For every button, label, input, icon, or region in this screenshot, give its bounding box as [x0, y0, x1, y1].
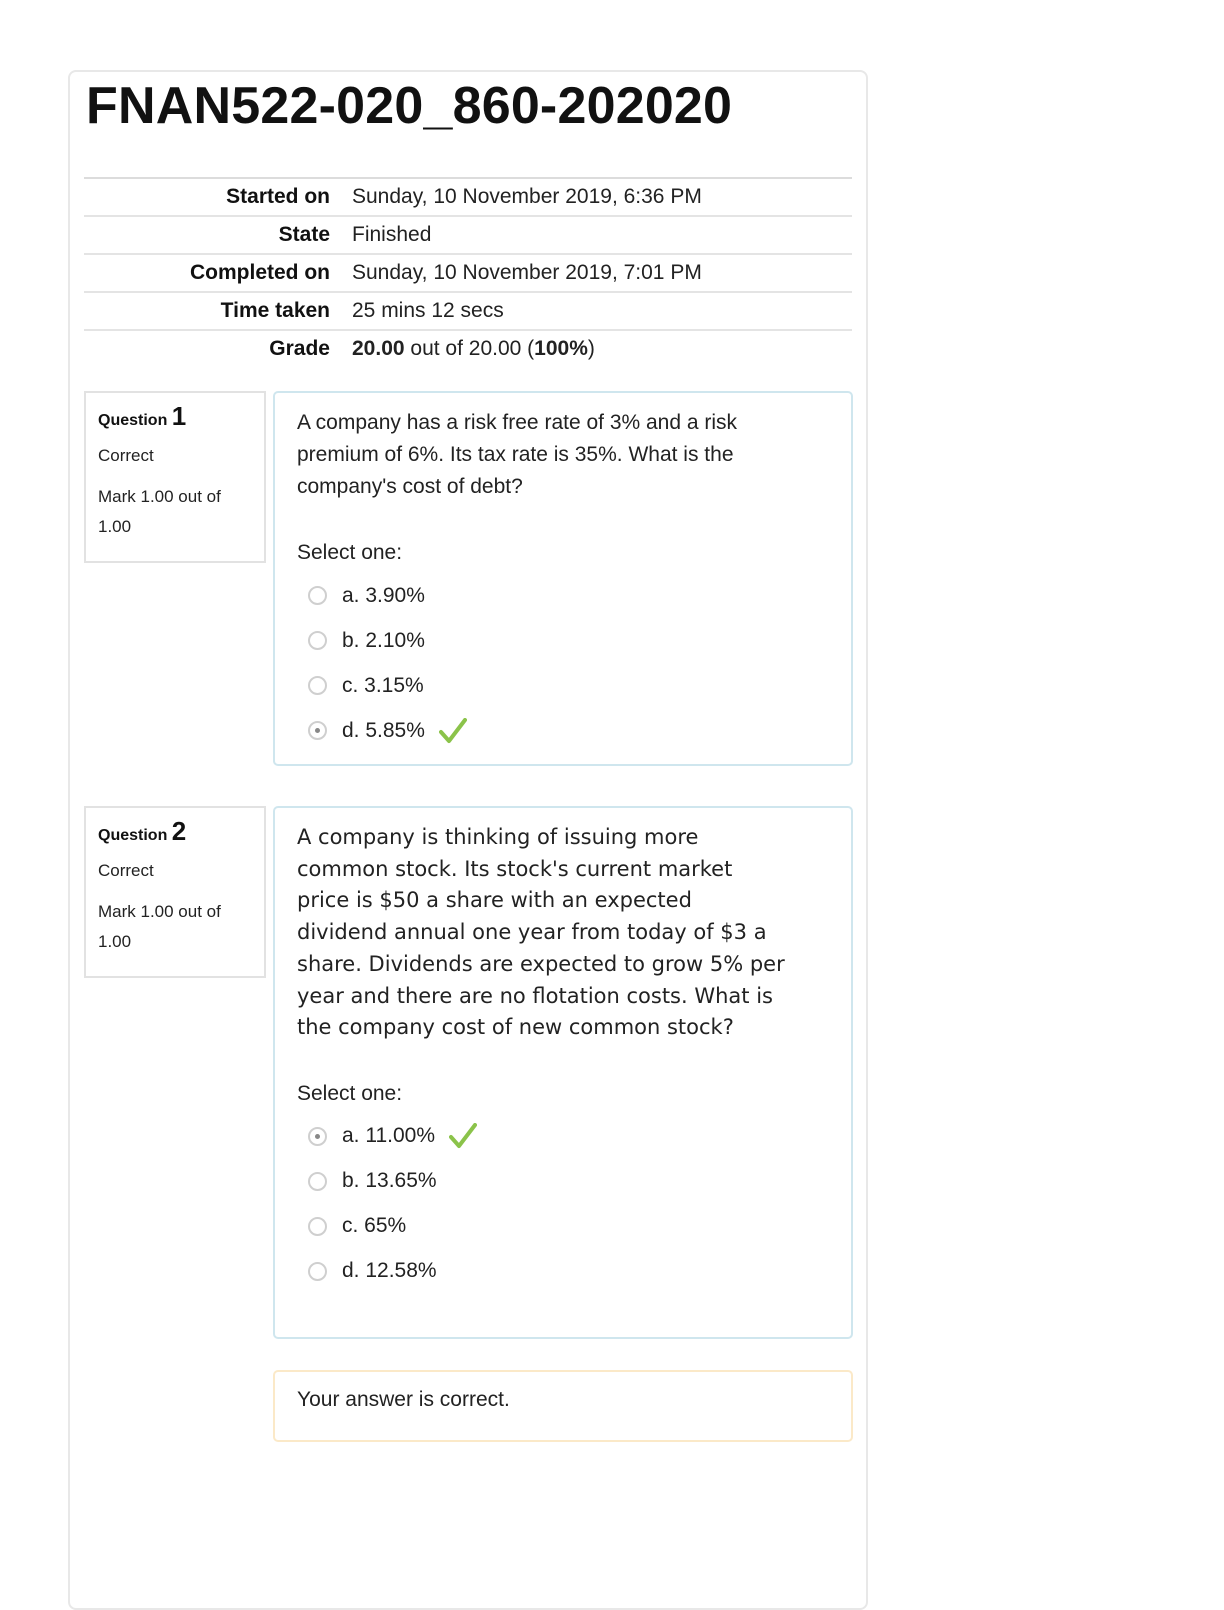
grade-percent: 100% — [534, 337, 588, 360]
radio-button[interactable] — [308, 1172, 327, 1191]
answer-option-selected[interactable] — [275, 708, 851, 753]
question-number — [98, 401, 252, 432]
question-info-1 — [84, 391, 266, 563]
radio-button[interactable] — [308, 1262, 327, 1281]
answer-option[interactable] — [275, 1159, 851, 1204]
question-text: A company has a risk free rate of 3% and a risk premium of 6%. Its tax rate is 35%. What is the company's cost of debt? — [297, 411, 738, 498]
answer-option[interactable] — [275, 1249, 851, 1294]
summary-value: 25 mins 12 secs — [352, 299, 504, 322]
question-info-2 — [84, 806, 266, 978]
radio-button-selected[interactable] — [308, 721, 327, 740]
answer-label: b. 13.65% — [342, 1169, 437, 1193]
radio-button-selected[interactable] — [308, 1127, 327, 1146]
question-content-2 — [273, 806, 853, 1339]
question-state: Correct — [98, 446, 154, 465]
answer-label: c. 65% — [342, 1214, 407, 1238]
question-text: A company is thinking of issuing more common stock. Its stock's current market price is $50 a share with an expected dividend annual one year from today of $3 a share. Dividends are expected to grow 5% per year and there are no flotation costs. What is the company cost of new common stock? — [297, 825, 785, 1040]
radio-button[interactable] — [308, 676, 327, 695]
summary-row-time — [84, 292, 852, 330]
answer-option[interactable] — [275, 573, 851, 618]
summary-row-grade — [84, 330, 852, 367]
answer-label: d. 5.85% — [342, 718, 425, 742]
summary-label: Grade — [269, 337, 330, 360]
feedback-box: Your answer is correct. — [273, 1370, 853, 1442]
question-number-value: 1 — [171, 401, 187, 431]
grade-score: 20.00 — [352, 337, 405, 360]
question-state: Correct — [98, 861, 154, 880]
answer-option[interactable] — [275, 1204, 851, 1249]
summary-row-completed — [84, 254, 852, 292]
summary-label: State — [278, 223, 330, 246]
grade-out-of: out of 20.00 ( — [404, 337, 535, 360]
summary-label: Completed on — [190, 261, 330, 284]
radio-button[interactable] — [308, 1217, 327, 1236]
summary-value: Sunday, 10 November 2019, 7:01 PM — [352, 261, 702, 284]
question-grade: Mark 1.00 out of 1.00 — [98, 902, 221, 951]
radio-button[interactable] — [308, 586, 327, 605]
checkmark-icon — [449, 1123, 477, 1149]
question-grade: Mark 1.00 out of 1.00 — [98, 487, 221, 536]
question-number-value: 2 — [171, 816, 187, 846]
question-content-1 — [273, 391, 853, 766]
answer-option[interactable] — [275, 663, 851, 708]
answer-label: a. 11.00% — [342, 1124, 436, 1148]
grade-close: ) — [587, 337, 595, 360]
select-one-prompt: Select one: — [297, 541, 403, 564]
question-label: Question — [98, 827, 168, 844]
question-label: Question — [98, 412, 168, 429]
attempt-summary-table — [84, 177, 852, 367]
summary-label: Started on — [226, 185, 330, 208]
answer-label: a. 3.90% — [342, 583, 425, 607]
answer-label: c. 3.15% — [342, 673, 424, 697]
answer-label: d. 12.58% — [342, 1259, 437, 1283]
answer-label: b. 2.10% — [342, 628, 425, 652]
select-one-prompt: Select one: — [297, 1081, 403, 1105]
answer-option-selected[interactable] — [275, 1114, 851, 1159]
summary-row-state — [84, 216, 852, 254]
radio-button[interactable] — [308, 631, 327, 650]
answer-option[interactable] — [275, 618, 851, 663]
page-title: FNAN522-020_860-202020 — [86, 77, 733, 135]
question-number — [98, 816, 252, 847]
summary-label: Time taken — [220, 299, 330, 322]
summary-value — [352, 330, 852, 367]
checkmark-icon — [439, 718, 467, 744]
summary-row-started — [84, 178, 852, 216]
summary-value: Finished — [352, 223, 432, 246]
summary-value: Sunday, 10 November 2019, 6:36 PM — [352, 185, 702, 208]
